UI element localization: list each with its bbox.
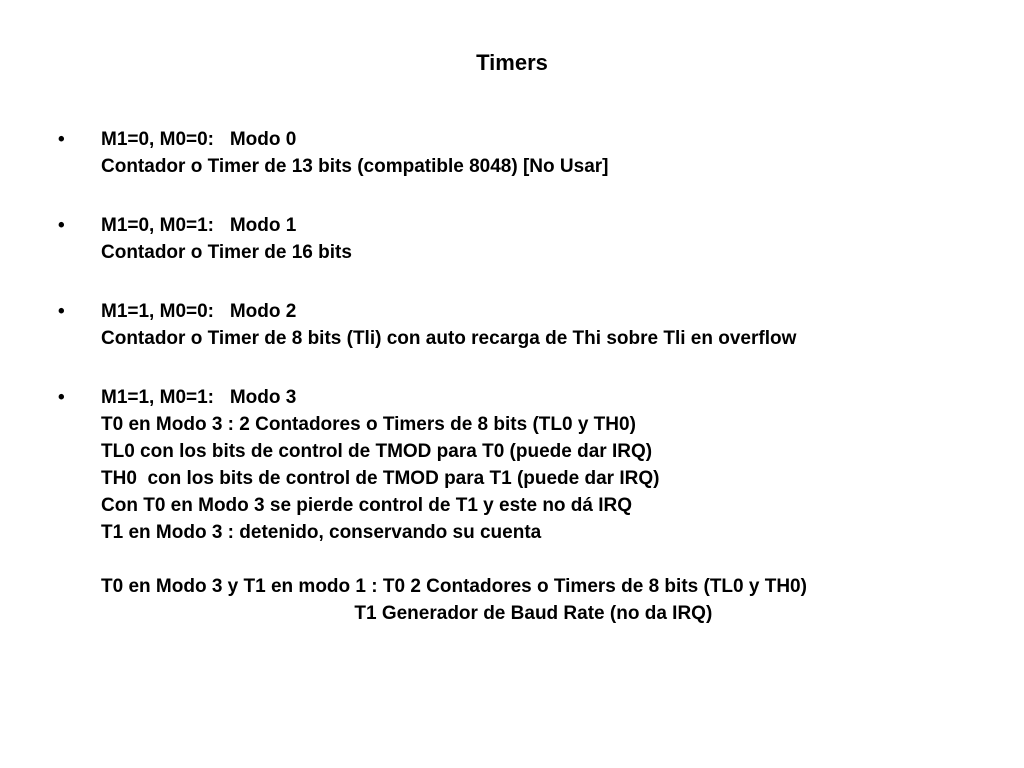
bullet-line: Contador o Timer de 16 bits bbox=[101, 242, 352, 263]
bullet-line: Contador o Timer de 8 bits (Tli) con auto recarga de Thi sobre Tli en overflow bbox=[101, 328, 797, 349]
bullet-heading: M1=1, M0=1: Modo 3 bbox=[101, 387, 297, 408]
bullet-heading: M1=1, M0=0: Modo 2 bbox=[101, 301, 297, 322]
bullet-line: T0 en Modo 3 y T1 en modo 1 : T0 2 Contadores o Timers de 8 bits (TL0 y TH0) bbox=[101, 576, 807, 597]
bullet-lines bbox=[101, 126, 1024, 180]
bullet-list bbox=[0, 126, 1024, 659]
bullet-line: T1 en Modo 3 : detenido, conservando su cuenta bbox=[101, 522, 542, 543]
bullet-dot-icon: • bbox=[58, 301, 65, 322]
bullet-heading: M1=0, M0=0: Modo 0 bbox=[101, 129, 297, 150]
slide-title: Timers bbox=[476, 50, 548, 75]
bullet-line: Contador o Timer de 13 bits (compatible 8048) [No Usar] bbox=[101, 156, 609, 177]
bullet-item-modo-3 bbox=[0, 384, 1024, 627]
bullet-line: TH0 con los bits de control de TMOD para T1 (puede dar IRQ) bbox=[101, 468, 660, 489]
bullet-lines bbox=[101, 298, 1024, 352]
bullet-line: Con T0 en Modo 3 se pierde control de T1 y este no dá IRQ bbox=[101, 495, 633, 516]
bullet-item-modo-0 bbox=[0, 126, 1024, 180]
bullet-lines bbox=[101, 212, 1024, 266]
bullet-heading: M1=0, M0=1: Modo 1 bbox=[101, 215, 297, 236]
bullet-item-modo-2 bbox=[0, 298, 1024, 352]
bullet-dot-icon: • bbox=[58, 215, 65, 236]
bullet-dot-icon: • bbox=[58, 129, 65, 150]
bullet-dot-icon: • bbox=[58, 387, 65, 408]
bullet-lines bbox=[101, 384, 1024, 627]
bullet-line: T1 Generador de Baud Rate (no da IRQ) bbox=[101, 603, 713, 624]
bullet-line: TL0 con los bits de control de TMOD para T0 (puede dar IRQ) bbox=[101, 441, 653, 462]
bullet-line: T0 en Modo 3 : 2 Contadores o Timers de 8 bits (TL0 y TH0) bbox=[101, 414, 636, 435]
bullet-line-blank bbox=[101, 546, 1024, 573]
bullet-item-modo-1 bbox=[0, 212, 1024, 266]
